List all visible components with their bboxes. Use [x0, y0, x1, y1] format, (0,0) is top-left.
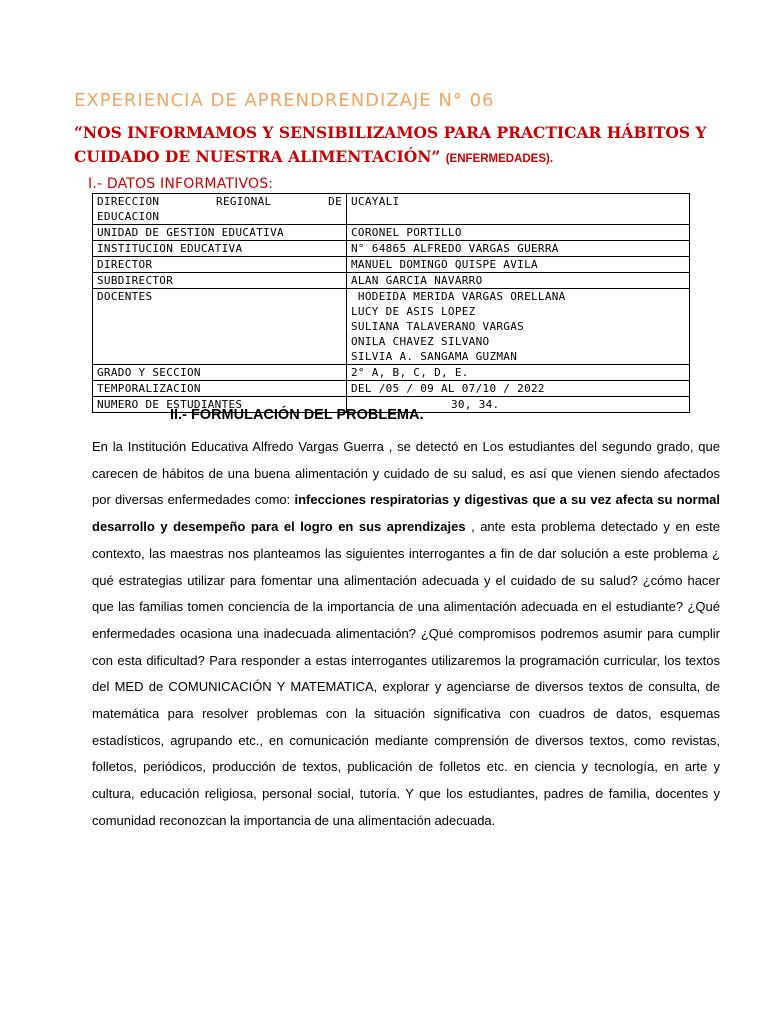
teacher-name: SULIANA TALAVERANO VARGAS [351, 320, 525, 333]
row-label [93, 194, 347, 225]
row-label: NUMERO DE ESTUDIANTES [93, 397, 347, 413]
label-line: DIRECCION REGIONAL DE [97, 195, 342, 208]
row-value: DEL /05 / 09 AL 07/10 / 2022 [347, 381, 690, 397]
row-label: UNIDAD DE GESTION EDUCATIVA [93, 225, 347, 241]
table-row [93, 194, 690, 225]
experience-title: EXPERIENCIA DE APRENDRENDIZAJE N° 06 [74, 90, 495, 111]
row-label: DIRECTOR [93, 257, 347, 273]
paragraph-text: , ante esta problema detectado y en este contexto, las maestras nos planteamos las siguientes interrogantes a fin de dar solución a este problema ¿ qué estrategias utilizar para fomentar una alimentación adecuada y el cuidado de su salud? ¿cómo hacer que las familias tomen conciencia de la importancia de una alimentación adecuada en el estudiante? ¿Qué enfermedades ocasiona una inadecuada alimentación? ¿Qué compromisos podremos asumir para cumplir con esta dificultad? Para responder a estas interrogantes utilizaremos la programación curricular, los textos del MED de COMUNICACIÓN Y MATEMATICA, explorar y agenciarse de diversos textos de consulta, de matemática para resolver problemas con la situación significativa con cuadros de datos, esquemas estadísticos, agrupando etc., en comunicación mediante comprensión de diversos textos, como revistas, folletos, periódicos, producción de textos, publicación de folletos etc. en ciencia y tecnología, en arte y cultura, educación religiosa, personal social, tutoría. Y que los estudiantes, padres de familia, docentes y comunidad reconozcan la importancia de una alimentación adecuada. [92, 519, 720, 828]
row-value: ALAN GARCIA NAVARRO [347, 273, 690, 289]
section-datos-informativos-title: I.- DATOS INFORMATIVOS: [88, 176, 274, 192]
table-row [93, 289, 690, 365]
row-value: UCAYALI [347, 194, 690, 225]
row-value: 2° A, B, C, D, E. [347, 365, 690, 381]
section-formulacion-title: II.- FORMULACIÓN DEL PROBLEMA. [170, 407, 424, 423]
row-value-list [347, 289, 690, 365]
row-value: N° 64865 ALFREDO VARGAS GUERRA [347, 241, 690, 257]
row-value: MANUEL DOMINGO QUISPE AVILA [347, 257, 690, 273]
problem-paragraph [92, 434, 720, 835]
table-row [93, 381, 690, 397]
table-row [93, 241, 690, 257]
teacher-name: HODEIDA MERIDA VARGAS ORELLANA [351, 290, 566, 303]
paragraph-bold-text: infecciones respiratorias y digestivas que a su vez afecta su normal desarrollo y desempeño para el logro en sus aprendizajes [92, 492, 720, 535]
table-row [93, 225, 690, 241]
table-row [93, 273, 690, 289]
datos-informativos-table [92, 193, 690, 413]
row-label: TEMPORALIZACION [93, 381, 347, 397]
teacher-name: SILVIA A. SANGAMA GUZMAN [351, 350, 518, 363]
row-label: INSTITUCION EDUCATIVA [93, 241, 347, 257]
subtitle-main: “NOS INFORMAMOS Y SENSIBILIZAMOS PARA PRACTICAR HÁBITOS Y CUIDADO DE NUESTRA ALIMENTACIÓN” [74, 123, 707, 166]
row-label: DOCENTES [93, 289, 347, 365]
label-line: EDUCACION [97, 210, 160, 223]
teacher-name: LUCY DE ASIS LOPEZ [351, 305, 476, 318]
table-row [93, 365, 690, 381]
row-value: CORONEL PORTILLO [347, 225, 690, 241]
subtitle-topic: (ENFERMEDADES). [445, 153, 554, 165]
table-row [93, 257, 690, 273]
teacher-name: ONILA CHAVEZ SILVANO [351, 335, 490, 348]
experience-subtitle [74, 121, 734, 171]
row-label: GRADO Y SECCION [93, 365, 347, 381]
row-value: 30, 34. [347, 397, 690, 413]
row-label: SUBDIRECTOR [93, 273, 347, 289]
paragraph-text: En la Institución Educativa Alfredo Vargas Guerra , se detectó en Los estudiantes del segundo grado, que carecen de hábitos de una buena alimentación y cuidado de su salud, es así que vienen siendo afectados por diversas enfermedades como: [92, 439, 720, 508]
